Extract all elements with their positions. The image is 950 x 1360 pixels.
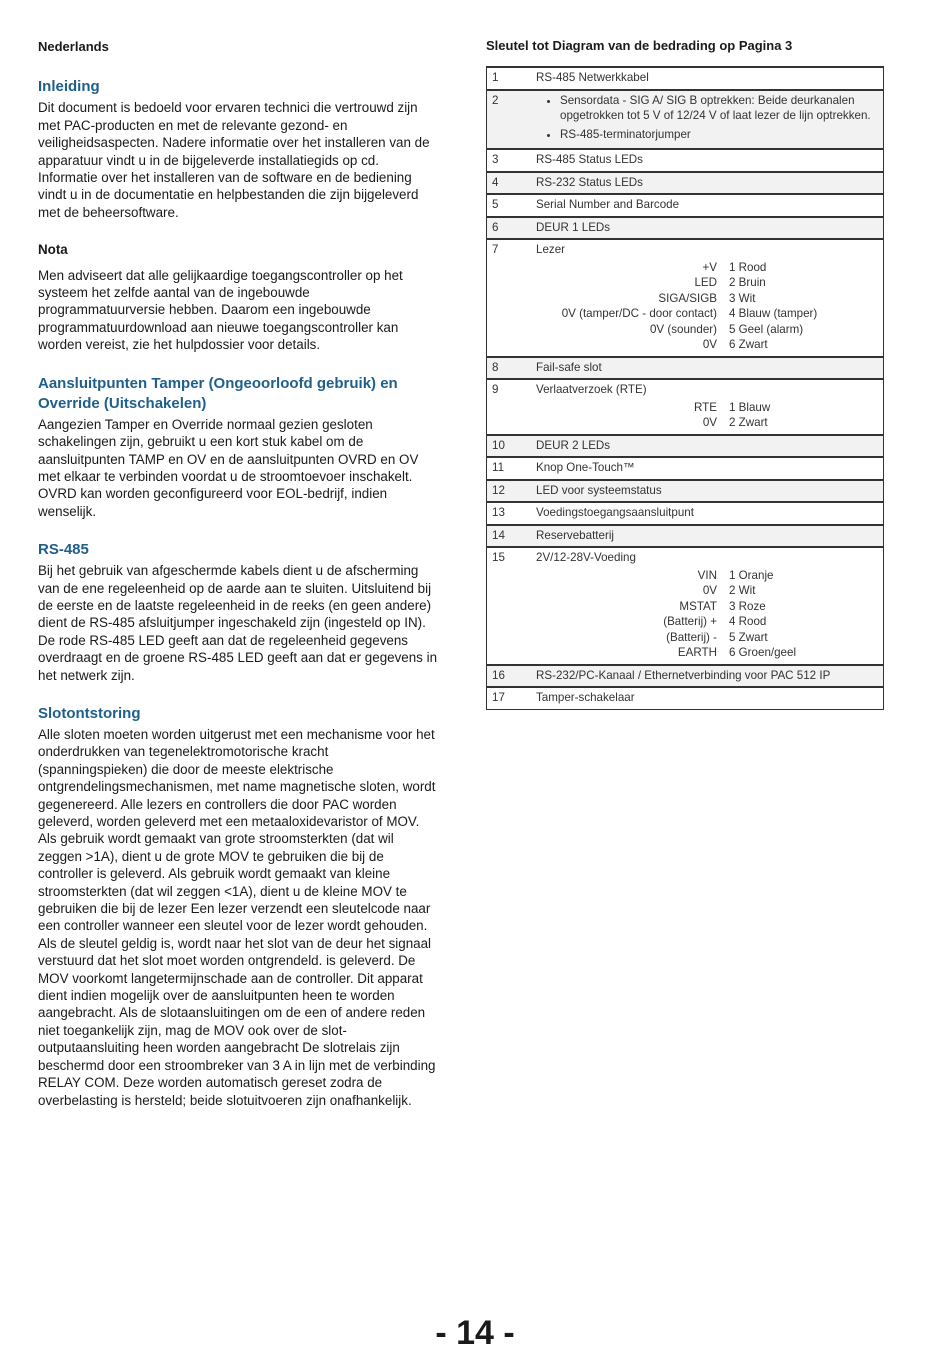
table-row xyxy=(487,480,884,503)
row-content xyxy=(532,239,884,357)
wire-signal: 0V xyxy=(702,338,717,351)
wire-signal: LED xyxy=(694,276,717,289)
row-number: 3 xyxy=(487,149,533,172)
wire-signal: 0V (sounder) xyxy=(649,322,717,336)
note-text: Men adviseert dat alle gelijkaardige toegangscontroller op het systeem het zelfde aantal van de ingebouwde programmatuurversie hebben. Daarom een ingebouwde programmatuurdownload aan nieuwe toegangscontroller kan worden vereist, zie het hulpdossier voor details. xyxy=(38,267,403,353)
wire-signal: 0V xyxy=(702,416,717,429)
row-content xyxy=(532,90,884,150)
wire-color: 2 Zwart xyxy=(729,416,768,429)
row-label: RS-485 Netwerkkabel xyxy=(536,71,649,84)
wire-signal: SIGA/SIGB xyxy=(658,291,717,305)
wire-signal: VIN xyxy=(697,568,717,582)
table-row xyxy=(487,357,884,380)
row-label: Verlaatverzoek (RTE) xyxy=(536,383,647,396)
row-content xyxy=(532,480,884,503)
row-number: 6 xyxy=(487,217,533,240)
row-content xyxy=(532,502,884,525)
table-row xyxy=(487,502,884,525)
section-text: Bij het gebruik van afgeschermde kabels dient u de afscherming van de ene regeleenheid op de aarde aan te sluiten. Uitsluitend bij de eerste en de laatste regeleenheid in de reeks (en geen andere) dient de RS-485 afsluitjumper ingeschakeld zijn (ingesteld op IN). De rode RS-485 LED geeft aan dat de regeleenheid gegevens overdraagt en de groene RS-485 LED geeft aan dat er gegevens in het netwerk zijn. xyxy=(38,563,438,683)
wire-color: 1 Blauw xyxy=(729,400,771,414)
row-number: 4 xyxy=(487,172,533,195)
wire-color: 6 Groen/geel xyxy=(729,646,797,659)
wire-signal: +V xyxy=(702,260,717,274)
wire-color: 1 Oranje xyxy=(729,568,774,582)
table-row xyxy=(487,687,884,709)
row-number: 8 xyxy=(487,357,533,380)
wire-list xyxy=(536,400,879,431)
section-heading: RS-485 xyxy=(38,541,89,559)
row-label: Lezer xyxy=(536,243,566,256)
wire-signal: (Batterij) + xyxy=(663,615,717,628)
table-row xyxy=(487,194,884,217)
table-row xyxy=(487,547,884,665)
row-label: Tamper-schakelaar xyxy=(536,691,635,704)
wire-color: 6 Zwart xyxy=(729,338,768,351)
row-number: 10 xyxy=(487,435,533,458)
row-label: Reservebatterij xyxy=(536,528,614,542)
section-heading: Inleiding xyxy=(38,78,100,96)
row-content xyxy=(532,149,884,172)
row-number: 2 xyxy=(487,90,533,150)
table-row xyxy=(487,435,884,458)
section-text: Aangezien Tamper en Override normaal gezien gesloten schakelingen zijn, gebruikt u een kort stuk kabel om de aansluitpunten TAMP en OV en de aansluitpunten OVRD en OV met elkaar te verbinden voordat u de stroomtoevoer inschakelt. OVRD kan worden geconfigureerd voor EOL-bedrijf, indien wenselijk. xyxy=(38,416,419,519)
wire-color: 2 Wit xyxy=(729,584,756,597)
row-label: DEUR 1 LEDs xyxy=(536,220,611,234)
row-content xyxy=(532,379,884,435)
table-row xyxy=(487,149,884,172)
page-number: - 14 - xyxy=(435,1314,515,1352)
row-content xyxy=(532,172,884,195)
row-number: 13 xyxy=(487,502,533,525)
row-number: 9 xyxy=(487,379,533,435)
row-label: Voedingstoegangsaansluitpunt xyxy=(536,506,694,519)
table-row xyxy=(487,665,884,688)
wire-color: 2 Bruin xyxy=(729,276,766,289)
row-content xyxy=(532,525,884,548)
row-label: LED voor systeemstatus xyxy=(536,483,662,497)
row-label: RS-232/PC-Kanaal / Ethernetverbinding voor PAC 512 IP xyxy=(536,668,831,682)
row-number: 12 xyxy=(487,480,533,503)
table-row xyxy=(487,172,884,195)
row-content xyxy=(532,547,884,665)
row-number: 15 xyxy=(487,547,533,665)
row-number: 1 xyxy=(487,67,533,90)
table-row xyxy=(487,525,884,548)
section-text: Dit document is bedoeld voor ervaren technici die vertrouwd zijn met PAC-producten en met de relevante gezond- en veiligheidsaspecten. Nadere informatie over het installeren van de apparatuur vindt u in de bijgeleverde installatiegids op cd. Informatie over het installeren van de software en de bediening vindt u in de documentatie en helpbestanden die zijn bijgeleverd met de beheersoftware. xyxy=(38,100,430,220)
wire-signal: (Batterij) - xyxy=(666,630,717,644)
row-content xyxy=(532,357,884,380)
wire-color: 3 Wit xyxy=(729,291,756,305)
section-text: Alle sloten moeten worden uitgerust met een mechanisme voor het onderdrukken van tegenelektromotorische kracht (spanningspieken) die door de meeste elektrische ontgrendelingsmechanismen, met name magnetische sloten, wordt gegenereerd. Alle lezers en controllers die door PAC worden geleverd, worden geleverd met een metaaloxidevaristor of MOV. Als gebruik wordt gemaakt van grote stroomsterkten (dat wil zeggen >1A), dient u de grote MOV te gebruiken die bij de controller is geleverd. Als gebruik wordt gemaakt van kleine stroomsterkten (dat wil zeggen <1A), dient u de kleine MOV te gebruiken die bij de lezer Een lezer verzendt een sleutelcode naar een controller wanneer een sleutel voor de lezer wordt gehouden. Als de sleutel geldig is, wordt naar het slot van de deur het signaal verstuurd dat het slot moet worden ontgrendeld. is geleverd. De MOV voorkomt langetermijnschade aan de controller. Dit apparat dient indien mogelijk over de aansluitpunten heen te worden aangebracht. Als de slotaansluitingen om de een of andere reden niet toegankelijk zijn, mag de MOV ook over de slot-outputaansluiting heen worden aangebracht De slotrelais zijn beschermd door een stroombreker van 3 A in lijn met de verbinding RELAY COM. Deze worden automatisch gereset zodra de overbelasting is hersteld; beide slotuitvoeren zijn onafhankelijk. xyxy=(38,726,436,1108)
row-number: 14 xyxy=(487,525,533,548)
section-heading: Aansluitpunten Tamper (Ongeoorloofd gebruik) en Override (Uitschakelen) xyxy=(38,374,398,412)
row-label: Knop One-Touch™ xyxy=(536,461,635,474)
row-number: 11 xyxy=(487,457,533,480)
wire-signal: 0V (tamper/DC - door contact) xyxy=(561,307,717,320)
wiring-key-table xyxy=(486,66,884,710)
language-label: Nederlands xyxy=(38,39,109,54)
row-label: RS-232 Status LEDs xyxy=(536,175,643,189)
bullet-item: • Sensordata - SIG A/ SIG B optrekken: Beide deurkanalen opgetrokken tot 5 V of 12/24 V of laat lezer de lijn optrekken. xyxy=(560,93,879,124)
row-content xyxy=(532,665,884,688)
wire-color: 3 Roze xyxy=(729,599,766,613)
table-row xyxy=(487,90,884,150)
row-content xyxy=(532,435,884,458)
wire-signal: EARTH xyxy=(677,646,717,659)
row-content xyxy=(532,457,884,480)
wire-list xyxy=(536,568,879,661)
row-number: 16 xyxy=(487,665,533,688)
row-label: DEUR 2 LEDs xyxy=(536,438,611,452)
left-column xyxy=(38,38,438,1129)
wire-color: 4 Blauw (tamper) xyxy=(729,307,818,320)
note-heading: Nota xyxy=(38,242,68,258)
wire-color: 1 Rood xyxy=(729,260,767,274)
wiring-key xyxy=(486,38,884,710)
table-row xyxy=(487,67,884,90)
wire-signal: RTE xyxy=(694,400,717,414)
row-label: Serial Number and Barcode xyxy=(536,198,680,211)
wire-signal: MSTAT xyxy=(679,599,717,613)
row-content xyxy=(532,217,884,240)
wire-signal: 0V xyxy=(702,584,717,597)
table-row xyxy=(487,457,884,480)
wire-color: 5 Zwart xyxy=(729,630,768,644)
wire-list xyxy=(536,260,879,353)
table-row xyxy=(487,379,884,435)
bullet-item: • RS-485-terminatorjumper xyxy=(560,127,879,143)
table-row xyxy=(487,217,884,240)
table-row xyxy=(487,239,884,357)
row-number: 7 xyxy=(487,239,533,357)
row-number: 5 xyxy=(487,194,533,217)
wiring-key-title: Sleutel tot Diagram van de bedrading op Pagina 3 xyxy=(486,38,793,53)
row-content xyxy=(532,67,884,90)
row-number: 17 xyxy=(487,687,533,709)
row-label: 2V/12-28V-Voeding xyxy=(536,551,636,564)
row-content xyxy=(532,194,884,217)
row-label: Fail-safe slot xyxy=(536,360,602,374)
section-heading: Slotontstoring xyxy=(38,704,141,722)
row-content xyxy=(532,687,884,709)
wire-color: 5 Geel (alarm) xyxy=(729,322,804,336)
wire-color: 4 Rood xyxy=(729,615,767,628)
row-label: RS-485 Status LEDs xyxy=(536,153,643,166)
